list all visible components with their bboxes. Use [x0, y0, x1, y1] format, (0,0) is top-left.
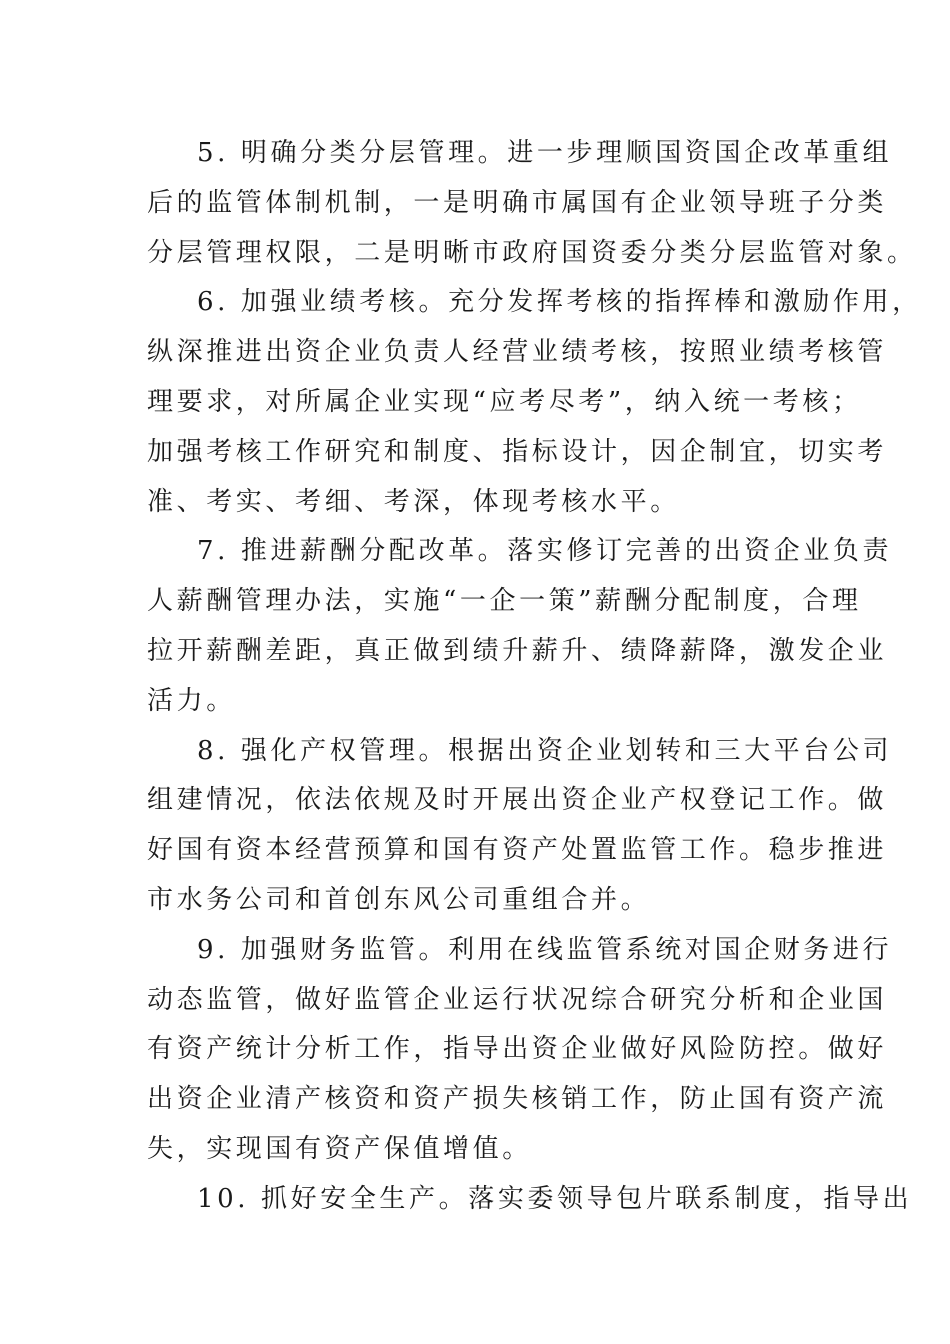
paragraph-line: 有资产统计分析工作，指导出资企业做好风险防控。做好 [147, 1034, 888, 1065]
paragraph-line: 纵深推进出资企业负责人经营业绩考核，按照业绩考核管 [147, 337, 888, 368]
paragraph-first-line: 8. 强化产权管理。根据出资企业划转和三大平台公司 [197, 735, 893, 766]
paragraph-line: 好国有资本经营预算和国有资产处置监管工作。稳步推进 [147, 835, 888, 866]
paragraph-line: 理要求，对所属企业实现“应考尽考”，纳入统一考核； [147, 387, 862, 417]
paragraph-line: 动态监管，做好监管企业运行状况综合研究分析和企业国 [147, 984, 888, 1015]
paragraph-first-line: 5. 明确分类分层管理。进一步理顺国资国企改革重组 [197, 138, 893, 168]
paragraph-line: 加强考核工作研究和制度、指标设计，因企制宜，切实考 [147, 436, 888, 467]
paragraph-first-line: 6. 加强业绩考核。充分发挥考核的指挥棒和激励作用， [197, 287, 922, 318]
paragraph-line: 分层管理权限，二是明晰市政府国资委分类分层监管对象。 [147, 237, 917, 268]
paragraph-line: 出资企业清产核资和资产损失核销工作，防止国有资产流 [147, 1084, 888, 1115]
paragraph-first-line: 7. 推进薪酬分配改革。落实修订完善的出资企业负责 [197, 536, 893, 567]
paragraph-line: 组建情况，依法依规及时开展出资企业产权登记工作。做 [147, 785, 888, 816]
paragraph-line: 活力。 [147, 685, 236, 716]
paragraph-first-line: 9. 加强财务监管。利用在线监管系统对国企财务进行 [197, 934, 893, 965]
paragraph-first-line: 10. 抓好安全生产。落实委领导包片联系制度，指导出 [197, 1183, 913, 1214]
paragraph-line: 准、考实、考细、考深，体现考核水平。 [147, 486, 680, 517]
paragraph-line: 后的监管体制机制，一是明确市属国有企业领导班子分类 [147, 187, 888, 218]
paragraph-line: 拉开薪酬差距，真正做到绩升薪升、绩降薪降，激发企业 [147, 636, 888, 666]
paragraph-line: 市水务公司和首创东风公司重组合并。 [147, 885, 651, 915]
paragraph-line: 人薪酬管理办法，实施“一企一策”薪酬分配制度，合理 [147, 586, 862, 617]
paragraph-line: 失，实现国有资产保值增值。 [147, 1134, 532, 1164]
